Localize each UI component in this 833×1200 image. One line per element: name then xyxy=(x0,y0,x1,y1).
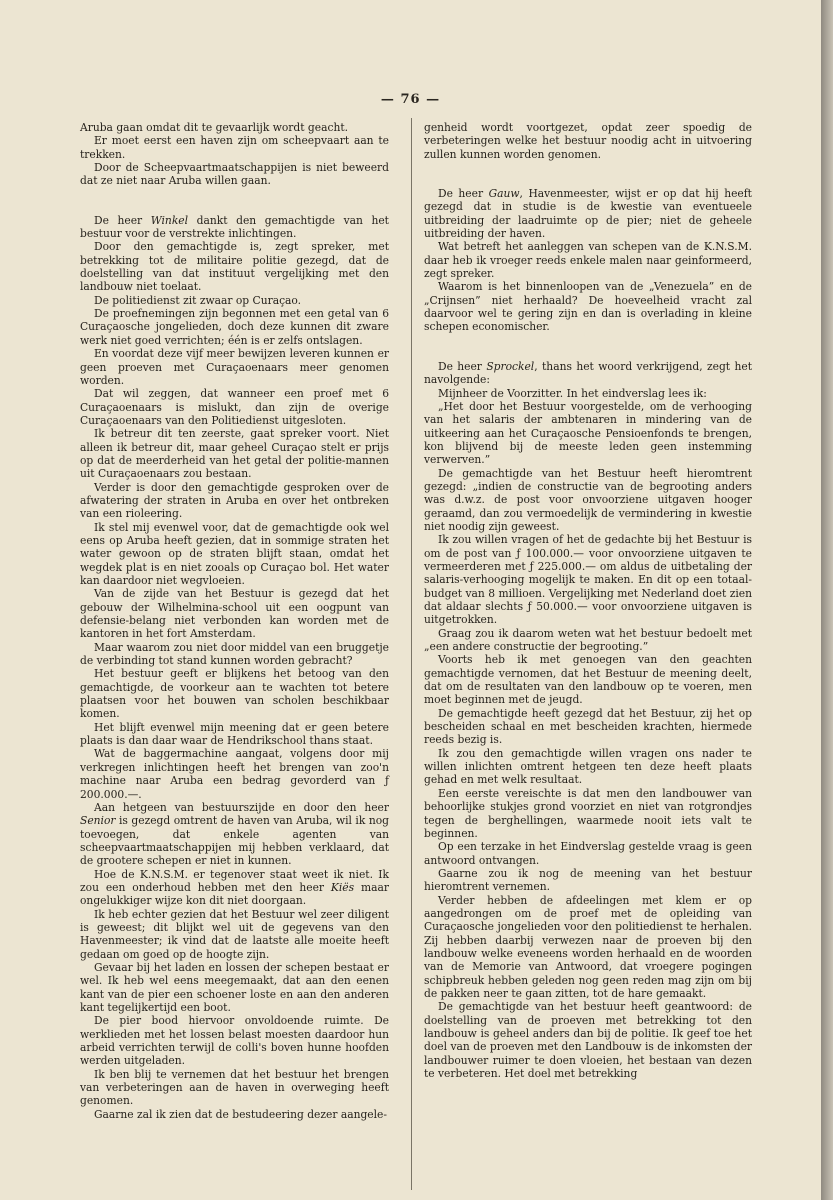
paragraph: Het bestuur geeft er blijkens het betoog van den gemachtigde, de voorkeur aan te wachten tot betere plaatsen voor het bouwen van scholen beschikbaar komen. xyxy=(80,667,389,721)
paragraph: Ik betreur dit ten zeerste, gaat spreker voort. Niet alleen ik betreur dit, maar geheel Curaçao stelt er prijs op dat de meerderheid van het getal der politie-mannen uit Curaçaoenaars zou bestaan. xyxy=(80,427,389,481)
paragraph: De proefnemingen zijn begonnen met een getal van 6 Curaçaosche jongelieden, doch deze kunnen dit zware werk niet goed verrichten; één is er zelfs ontslagen. xyxy=(80,307,389,347)
paragraph: „Het door het Bestuur voorgestelde, om de verhooging van het salaris der ambtenaren in mindering van de uitkeering aan het Curaçaosche Pensioenfonds te brengen, kon blijvend bij de meeste leden geen instemming verwerven.” xyxy=(424,399,752,467)
column-divider xyxy=(411,118,412,1190)
paragraph: Gaarne zal ik zien dat de bestudeering dezer aangele- xyxy=(94,1107,387,1121)
paragraph: De heer Winkel dankt den gemachtigde van het bestuur voor de verstrekte inlichtingen. xyxy=(80,213,389,241)
paragraph: Maar waarom zou niet door middel van een bruggetje de verbinding tot stand kunnen worden gebracht? xyxy=(80,640,389,668)
paragraph: Ik heb echter gezien dat het Bestuur wel zeer diligent is geweest; dit blijkt wel uit de gegevens van den Havenmeester; ik vind dat de laatste alle moeite heeft gedaan om goed op de hoogte zijn. xyxy=(80,907,389,961)
paragraph: Dat wil zeggen, dat wanneer een proef met 6 Curaçaoenaars is mislukt, dan zijn de overige Curaçaoenaars van den Politiedienst uitgesloten. xyxy=(80,387,389,427)
paragraph: Ik zou den gemachtigde willen vragen ons nader te willen inlichten omtrent hetgeen ten deze heeft plaats gehad en met welk resultaat. xyxy=(424,746,752,787)
paragraph: De gemachtigde van het Bestuur heeft hieromtrent gezegd: „indien de constructie van de begrooting anders was d.w.z. de post voor onvoorziene uitgaven hooger geraamd, dan zou vermoedelijk de vermindering in kwestie niet noodig zijn geweest. xyxy=(424,466,752,533)
paragraph: Ik zou willen vragen of het de gedachte bij het Bestuur is om de post van ƒ 100.000.— voor onvoorziene uitgaven te vermeerderen met ƒ 225.000.— om aldus de uitbetaling der salaris-verhooging mogelijk te maken. En dit op een totaal-budget van 8 millioen. Vergelijking met Nederland doet zien dat aldaar slechts ƒ 50.000.— voor onvoorziene uitgaven is uitgetrokken. xyxy=(424,533,752,627)
right-column xyxy=(424,121,752,1080)
paragraph: Het blijft evenwel mijn meening dat er geen betere plaats is dan daar waar de Hendrikschool thans staat. xyxy=(80,720,389,748)
page-number: — 76 — xyxy=(380,92,441,107)
left-column xyxy=(80,121,389,1121)
paragraph: Een eerste vereischte is dat men den landbouwer van behoorlijke stukjes grond voorziet en niet van rotgrondjes tegen de berghellingen, waarmede nooit iets valt te beginnen. xyxy=(424,786,752,840)
paragraph: Mijnheer de Voorzitter. In het eindverslag lees ik: xyxy=(438,386,707,400)
paragraph: Gevaar bij het laden en lossen der schepen bestaat er wel. Ik heb wel eens meegemaakt, dat aan den eenen kant van de pier een schoener loste en aan den anderen kant tegelijkertijd een boot. xyxy=(80,960,389,1014)
speaker-name: Sprockel xyxy=(486,359,535,373)
paragraph: Wat betreft het aanleggen van schepen van de K.N.S.M. daar heb ik vroeger reeds enkele malen naar geinformeerd, zegt spreker. xyxy=(424,240,752,281)
paragraph: Van de zijde van het Bestuur is gezegd dat het gebouw der Wilhelmina-school uit een oogpunt van defensie-belang niet verbonden kan worden met de kantoren in het fort Amsterdam. xyxy=(80,587,389,641)
paragraph: De politiedienst zit zwaar op Curaçao. xyxy=(94,293,302,307)
paragraph: Voorts heb ik met genoegen van den geachten gemachtigde vernomen, dat het Bestuur de meening deelt, dat om de resultaten van den landbouw op te voeren, men moet beginnen met de jeugd. xyxy=(424,653,752,707)
paragraph: De heer Gauw, Havenmeester, wijst er op dat hij heeft gezegd dat in studie is de kwestie van eventueele uitbreiding der laadruimte op de pier; niet de geheele uitbreiding der haven. xyxy=(424,187,752,241)
paragraph: De gemachtigde van het bestuur heeft geantwoord: de doelstelling van de proeven met betrekking tot den landbouw is geheel anders dan bij de politie. Ik geef toe het doel van de proeven met den Landbouw is de inkomsten der landbouwer ruimer te doen vloeien, het bestaan van dezen te verbeteren. Het doel met betrekking xyxy=(424,1000,752,1081)
paragraph: Aan hetgeen van bestuurszijde en door den heer Senior is gezegd omtrent de haven van Aruba, wil ik nog toevoegen, dat enkele agenten van scheepvaartmaatschappijen mij hebben verklaard, dat de grootere schepen er niet in kunnen. xyxy=(80,800,389,868)
paragraph: Verder hebben de afdeelingen met klem er op aangedrongen om de proef met de opleiding van Curaçaosche jongelieden voor den politiedienst te herhalen. Zij hebben daarbij verwezen naar de proeven bij den landbouw welke eveneens worden herhaald en de woorden van de Memorie van Antwoord, dat vroegere pogingen schipbreuk hebben geleden nog geen reden mag zijn om bij de pakken neer te gaan zitten, tot de hare gemaakt. xyxy=(424,893,752,1000)
paragraph: De heer Sprockel, thans het woord verkrijgend, zegt het navolgende: xyxy=(424,359,752,387)
paragraph: Ik ben blij te vernemen dat het bestuur het brengen van verbeteringen aan de haven in overweging heeft genomen. xyxy=(80,1067,389,1108)
paragraph: Gaarne zou ik nog de meening van het bestuur hieromtrent vernemen. xyxy=(424,866,752,894)
paragraph: Op een terzake in het Eindverslag gestelde vraag is geen antwoord ontvangen. xyxy=(424,840,752,867)
paragraph: Door den gemachtigde is, zegt spreker, met betrekking tot de militaire politie gezegd, dat de doelstelling van dat instituut vergelijking met den landbouw niet toelaat. xyxy=(80,240,389,294)
paragraph: Graag zou ik daarom weten wat het bestuur bedoelt met „een andere constructie der begrooting.” xyxy=(424,626,752,654)
paragraph: genheid wordt voortgezet, opdat zeer spoedig de verbeteringen welke het bestuur noodig acht in uitvoering zullen kunnen worden genomen. xyxy=(424,121,752,161)
speaker-name: Kiës xyxy=(330,880,355,894)
paragraph: Hoe de K.N.S.M. er tegenover staat weet ik niet. Ik zou een onderhoud hebben met den heer Kiës maar ongelukkiger wijze kon dit niet doorgaan. xyxy=(80,867,389,908)
paragraph: De pier bood hiervoor onvoldoende ruimte. De werklieden met het lossen belast moesten daardoor hun arbeid verrichten terwijl de colli's boven hunne hoofden werden uitgeladen. xyxy=(80,1014,389,1068)
paragraph: De gemachtigde heeft gezegd dat het Bestuur, zij het op bescheiden schaal en met bescheiden krachten, hiermede reeds bezig is. xyxy=(424,706,752,747)
paragraph: Verder is door den gemachtigde gesproken over de afwatering der straten in Aruba en over het ontbreken van een rioleering. xyxy=(80,480,389,521)
paragraph: Er moet eerst een haven zijn om scheepvaart aan te trekken. xyxy=(80,134,389,161)
speaker-name: Winkel xyxy=(150,213,189,227)
speaker-name: Senior xyxy=(80,814,116,828)
paragraph: En voordat deze vijf meer bewijzen leveren kunnen er geen proeven met Curaçaoenaars meer genomen worden. xyxy=(80,347,389,387)
paragraph: Door de Scheepvaartmaatschappijen is niet beweerd dat ze niet naar Aruba willen gaan. xyxy=(80,161,389,188)
speaker-name: Gauw xyxy=(488,187,520,201)
paragraph: Waarom is het binnenloopen van de „Venezuela” en de „Crijnsen” niet herhaald? De hoeveelheid vracht zal daarvoor wel te gering zijn en dan is overlading in kleine schepen economischer. xyxy=(424,280,752,334)
paragraph: Ik stel mij evenwel voor, dat de gemachtigde ook wel eens op Aruba heeft gezien, dat in sommige straten het water gewoon op de straten blijft staan, omdat het wegdek plat is en niet zooals op Curaçao bol. Het water kan daardoor niet wegvloeien. xyxy=(80,520,389,587)
page-edge xyxy=(821,0,833,1200)
paragraph: Aruba gaan omdat dit te gevaarlijk wordt geacht. xyxy=(80,121,349,134)
paragraph: Wat de baggermachine aangaat, volgens door mij verkregen inlichtingen heeft het brengen van zoo'n machine naar Aruba een bedrag gevorderd van ƒ 200.000.—. xyxy=(80,747,389,801)
